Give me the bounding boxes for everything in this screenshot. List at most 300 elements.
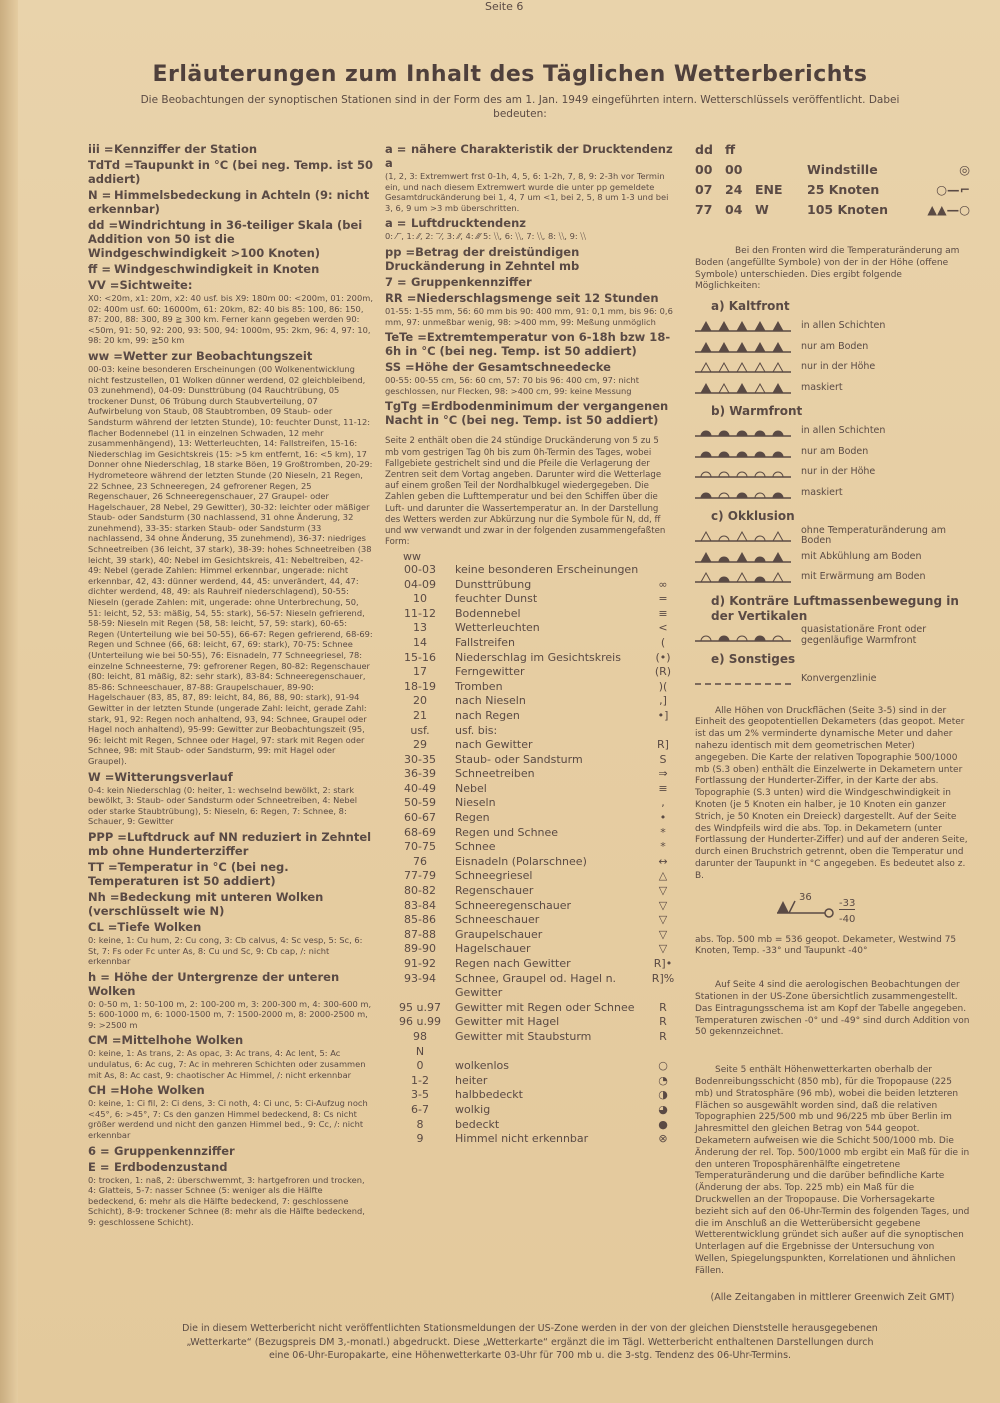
ww-row (385, 1015, 675, 1030)
front-description: maskiert (801, 381, 843, 393)
definition-key: W = (88, 769, 115, 784)
definition-key: E = (88, 1159, 110, 1174)
example-temp: -33 (839, 897, 856, 909)
ww-row (385, 913, 675, 928)
ww-description: Regen nach Gewitter (455, 957, 571, 970)
ww-code: 9 (416, 1132, 424, 1146)
column-middle (385, 140, 675, 1147)
ww-row (385, 942, 675, 957)
ww-code: 60-67 (404, 811, 436, 825)
front-row (695, 526, 970, 547)
ww-code: 85-86 (404, 913, 436, 927)
weather-symbol-icon: ◔ (658, 1073, 668, 1087)
weather-symbol-icon: )( (658, 679, 668, 693)
weather-symbol-icon: R (659, 1000, 667, 1014)
ww-row (385, 855, 675, 870)
definition-text: 0: 0-50 m, 1: 50-100 m, 2: 100-200 m, 3: 200-300 m, 4: 300-600 m, 5: 600-1000 m, 6: 1000-1500 m, 7: 1500-2000 m, 8: 2000-2500 m, 9: >2500 m (88, 998, 372, 1030)
column-left (88, 140, 373, 1231)
ww-code: 20 (413, 694, 427, 708)
ww-description: nach Regen (455, 708, 520, 722)
definition-label: Witterungsverlauf (114, 769, 233, 784)
fronten-intro: Bei den Fronten wird die Temperaturänderung am Boden (angefüllte Symbole) von der in der Höhe (offene Symbole) unterschieden. Dies ergibt folgende Möglichkeiten: (695, 246, 960, 292)
dd-head-label: dd (695, 142, 713, 157)
definition-text: 0: keine, 1: Cu hum, 2: Cu cong, 3: Cb calvus, 4: Sc vesp, 5: Sc, 6: St, 7: Fs oder Fc unter As, 8: Cu und Sc, 9: Cb cap, /: nicht erkennbar (88, 934, 363, 967)
front-symbol-icon (695, 629, 791, 643)
ww-code: 3-5 (411, 1088, 429, 1102)
wind-symbol-icon: ○—⌐ (936, 182, 970, 197)
tendency-heading (385, 330, 675, 358)
weather-symbol-icon: ▽ (658, 913, 668, 927)
column-right (695, 140, 970, 1303)
ww-description: Gewitter mit Staubsturm (455, 1029, 592, 1043)
tendency-label: Betrag der dreistündigen Druckänderung in Zehntel mb (385, 244, 580, 273)
weather-symbol-icon: * (660, 840, 666, 854)
ww-row (385, 578, 675, 593)
definition-key: iii = (88, 142, 114, 156)
definition-heading (88, 860, 373, 888)
ww-code: 96 u.99 (399, 1015, 441, 1029)
ww-code: 30-35 (404, 752, 436, 766)
ww-description: Schneegriesel (455, 869, 533, 883)
definition-heading (88, 830, 373, 858)
definition-heading (88, 890, 373, 918)
weather-symbol-icon (651, 1045, 675, 1060)
ww-code: 18-19 (404, 679, 436, 693)
ww-code: 70-75 (404, 840, 436, 854)
tendency-key: TgTg = (385, 399, 431, 414)
dd-row (695, 200, 970, 220)
ww-row (385, 1088, 675, 1103)
wind-description: 105 Knoten (807, 202, 888, 217)
tendency-key: TeTe = (385, 330, 427, 345)
ww-row (385, 796, 675, 811)
front-symbol-icon (695, 550, 791, 564)
weather-symbol-icon: ⊗ (658, 1132, 668, 1146)
definition-heading (88, 188, 373, 216)
ww-code: 68-69 (404, 825, 436, 839)
definition-key: ff = (88, 262, 111, 276)
definition-heading (88, 278, 373, 292)
ff-head-label: ff (725, 142, 736, 157)
definition-label: Sichtweite: (119, 278, 193, 292)
tendency-key: pp = (385, 244, 416, 259)
ww-description: Tromben (455, 679, 503, 693)
definition-key: N = (88, 188, 112, 202)
definition-heading (88, 1033, 373, 1047)
front-symbol-icon (695, 465, 791, 479)
front-row (695, 669, 970, 690)
wind-symbol-icon: ▲▲—○ (927, 202, 970, 217)
front-description: nur am Boden (801, 445, 869, 457)
front-group-heading: a) Kaltfront (711, 299, 790, 314)
weather-symbol-icon (651, 724, 675, 739)
definition-label: Temperatur in °C (bei neg. Temperaturen ist 50 addiert) (88, 859, 289, 888)
tendency-label: Erdbodenminimum der vergangenen Nacht in °C (bei neg. Temp. ist 50 addiert) (385, 399, 669, 428)
page-number: Seite 6 (485, 0, 524, 13)
ww-row (385, 1059, 675, 1074)
ww-code: 77-79 (404, 869, 436, 883)
weather-symbol-icon: ◑ (658, 1088, 668, 1102)
direction-label: W (755, 202, 769, 217)
ww-row (385, 782, 675, 797)
definition-label: Hohe Wolken (119, 1083, 205, 1098)
ww-code: 93-94 (404, 971, 436, 985)
seite5-text: Seite 5 enthält Höhenwetterkarten oberhalb der Bodenreibungsschicht (850 mb), für die Tropopause (225 mb) und Stratosphäre (96 mb), wobei die beiden letzteren Flächen so ausgewählt worden sind, daß die relativen Topographien 225/500 mb und 96/225 mb über Berlin im Jahresmittel den gleichen Betrag von 544 geopot. Dekametern aufweisen wie die Schicht 500/1000 mb. Die Änderung der rel. Top. 500/1000 mb ergibt ein Maß für die in den unteren Troposphärenhälfte eingetretene Temperaturänderung und die darüber befindliche Karte (Änderung der abs. Top. 225 mb) ein Maß für die Druckwellen an der Tropopause. Die Vorhersagekarte bezieht sich auf den 06-Uhr-Termin des folgenden Tages, und die im Anschluß an die Wetterübersicht gegebene Wetterentwicklung gründet sich außer auf die synoptischen Unterlagen auf die Ergebnisse der Untersuchung von Wellen, Spiegelungspunkten, Korrelationen und ähnlichen Fällen. (695, 1065, 970, 1276)
ww-code: 80-82 (404, 884, 436, 898)
definition-label: Luftdruck auf NN reduziert in Zehntel mb ohne Hunderterziffer (88, 829, 372, 858)
ww-row (385, 840, 675, 855)
tendency-key: a = (385, 216, 407, 231)
ww-code: 36-39 (404, 767, 436, 781)
tendency-label: Extremtemperatur von 6-18h bzw 18-6h in °C (bei neg. Temp. ist 50 addiert) (385, 330, 671, 359)
front-symbol-icon (695, 529, 791, 543)
ww-row (385, 724, 675, 739)
front-symbol-icon (695, 672, 791, 686)
definition-heading (88, 970, 373, 998)
ww-row (385, 621, 675, 636)
ww-row (385, 1118, 675, 1133)
ww-code: usf. (410, 723, 430, 737)
definition-label: Gruppenkennziffer (114, 1143, 235, 1158)
ww-description: Regenschauer (455, 884, 534, 898)
definition-text: 0-4: kein Niederschlag (0: heiter, 1: wechselnd bewölkt, 2: stark bewölkt, 3: Staub- oder Sandsturm oder Schneetreiben, 4: Nebel oder starke Staubtrübung), 5: Nieseln, 6: Regen, 7: Schnee, 8: Schauer, 9: Gewitter (88, 784, 358, 827)
ff-value: 04 (725, 202, 743, 217)
hoehen-text: Alle Höhen von Druckflächen (Seite 3-5) sind in der Einheit des geopotentiellen Dekameters (das geopot. Meter ist das um 2% verminderte dynamische Meter und daher nahezu identisch mit dem geometrischen Meter) angegeben. Die Karte der relativen Topographie 500/1000 mb (S.3 oben) enthält die Einzelwerte in Dekametern unter Fortlassung der Hunderter-Ziffer, in der Karte der abs. Topographie (S.3 unten) wird die Windgeschwindigkeit in Knoten (je 5 Knoten ein halber, je 10 Knoten ein ganzer Strich, je 50 Knoten ein Dreieck) dargestellt. Auf der Seite des Windpfeils wird die abs. Top. in Dekametern (unter Fortlassung der Hunderter-Ziffer) und auf der anderen Seite, durch einen Bruchstrich getrennt, oben die Temperatur und darunter der Taupunkt in °C angegeben. Es bedeutet also z. B. (695, 705, 968, 881)
definition-text: 0: trocken, 1: naß, 2: überschwemmt, 3: hartgefroren und trocken, 4: Glatteis, 5-7: nasser Schnee (5: weniger als die Hälfte bedeckend, 6: mehr als die Hälfte bedeckend, 7: geschlossene Schicht), 8-9: trockener Schnee (8: mehr als die Hälfte bedeckend, 9: geschlossene Schicht). (88, 1174, 365, 1227)
front-row (695, 547, 970, 568)
ww-row (385, 884, 675, 899)
dd-row (695, 180, 970, 200)
ww-description: Eisnadeln (Polarschnee) (455, 854, 587, 868)
ww-header: ww (403, 550, 421, 564)
definition-key: ww = (88, 348, 123, 363)
front-description: mit Erwärmung am Boden (801, 571, 926, 583)
weather-symbol-icon: ,] (659, 694, 667, 708)
seite4-text: Auf Seite 4 sind die aerologischen Beobachtungen der Stationen in der US-Zone übersichtlich zusammengestellt. Das Eintragungsschema ist am Kopf der Tabelle angegeben. Temperaturen zwischen -0° und -49° sind durch Addition von 50 gekennzeichnet. (695, 980, 970, 1038)
weather-symbol-icon: ▽ (658, 942, 668, 956)
ww-code: 95 u.97 (399, 1000, 441, 1014)
paper-edge (0, 0, 18, 1403)
ww-code: 13 (413, 621, 427, 635)
front-row (695, 483, 970, 504)
ww-row (385, 869, 675, 884)
front-description: nur am Boden (801, 340, 869, 352)
tendency-text: 01-55: 1-55 mm, 56: 60 mm bis 90: 400 mm, 91: 0,1 mm, bis 96: 0,6 mm, 97: unmeßbar wenig, 98: >400 mm, 99: Meßung unmöglich (385, 305, 673, 327)
tendency-heading (385, 291, 675, 305)
ww-row (385, 928, 675, 943)
ww-row (385, 1001, 675, 1016)
ww-row (385, 767, 675, 782)
front-description: in allen Schichten (801, 425, 886, 437)
definition-heading (88, 920, 373, 934)
definition-text: X0: <20m, x1: 20m, x2: 40 usf. bis X9: 180m 00: <200m, 01: 200m, 02: 400m usf. 60: 16000m, 61: 20km, 82: 40 bis 85: 100, 86: 150, 87: 200, 88: 300, 89 ≧ 300 km. Ferner kann gegeben werden 90: <50m, 91: 50, 92: 200, 93: 500, 94: 1000m, 95: 2km, 96: 4, 97: 10, 98: 20 km, 99: ≧50 km (88, 293, 373, 346)
definition-label: Windgeschwindigkeit in Knoten (114, 262, 320, 276)
tendency-label: Niederschlagsmenge seit 12 Stunden (416, 290, 659, 305)
weather-symbol-icon: R] (657, 738, 669, 752)
ww-row (385, 738, 675, 753)
front-group-heading: d) Konträre Luftmassenbewegung in der Vertikalen (711, 593, 959, 623)
ww-description (455, 1045, 651, 1060)
ww-code: 0 (416, 1059, 424, 1073)
definition-heading (88, 1160, 373, 1174)
ww-code: 87-88 (404, 927, 436, 941)
ww-code: 91-92 (404, 957, 436, 970)
definition-text: 00-03: keine besonderen Erscheinungen (00 Wolkenentwicklung nicht festzustellen, 01 Wolken dünner werdend, 02 gleichbleibend, 03 zunehmend), 04-09: Dunsttrübung (04 Rauchtrübung, 05 trockener Dunst, 06 Trübung durch Staubverteilung, 07 Aufwirbelung von Staub, 08 Staubtromben, 09 Staub- oder Sandsturm während der letzten Stunde), 10: feuchter Dunst, 11-12: flacher Bodennebel (11 in einzelnen Schwaden, 12 mehr zusammenhängend), 13: Wetterleuchten, 14: Fallstreifen, 15-16: Niederschlag im Gesichtskreis (15: >5 km entfernt, 16: <5 km), 17 Donner ohne Niederschlag, 18 starke Böen, 19 Großtromben, 20-29: Hydrometeore während der letzten Stunde (20 Nieseln, 21 Regen, 22 Schnee, 23 Schneeregen, 24 gefrorener Regen, 25 Regenschauer, 26 Schneeregenschauer, 27 Graupel- oder Hagelschauer, 28 Nebel, 29 Gewitter), 30-32: leichter oder mäßiger Staub- oder Sandsturm (30 nachlassend, 31 ohne Änderung, 32 zunehmend), 33-35: starken Staub- oder Sandsturm (33 nachlassend, 34 ohne Änderung, 35 zunehmend), 36-37: niedriges Schneetreiben (36 leicht, 37 stark), 38-39: hohes Schneetreiben (38 leicht, 39 stark), 40: Nebel im Gesichtskreis, 41: Nebeltreiben, 42-49: Nebel (gerade Zahlen: Himmel erkennbar, ungerade: nicht erkennbar, 42, 43: dünner werdend, 44, 45: unverändert, 44, 47: dichter werdend, 48, 49: als Rauhreif niederschlagend), 50-55: Nieseln (gerade Zahlen: mit, ungerade: ohne Unterbrechung, 50, 51: leicht, 52, 53: mäßig, 54, 55: stark), 56-57: Nieseln gefrierend, 58-59: Nieseln mit Regen (58, 58: leicht, 57, 59: stark), 60-65: Regen (Unterteilung wie bei 50-55), 66-67: Regen gefrierend, 68-69: Regen und Schnee (66, 68: leicht, 67, 69: stark), 70-75: Schnee (Unterteilung wie bei 50-55), 76: Eisnadeln, 77 Schneegriesel, 78: einzelne Schneesterne, 79: gefrorener Regen, 80-82: Regenschauer (80: leicht, 81 mäßig, 82: sehr stark), 83-84: Schneeregenschauer, 85-86: Schneeschauer, 87-88: Graupelschauer, 89-90: Hagelschauer (83, 85, 87, 89: leicht, 84, 86, 88, 90: stark), 91-94 Gewitter in der letzten Stunde (ungerade Zahl: leicht, gerade Zahl: stark, 91, 92: Regen noch anhaltend, 93, 94: Schnee, Graupel oder Hagel noch anhaltend), 95-99: Gewitter zur Beobachtungszeit (95, 96: leicht mit Regen, Schnee oder Hagel, 97: stark mit Regen oder Schnee, 98: mit Staub- oder Sandsturm, 99: mit Hagel oder Graupel). (88, 363, 373, 766)
example-caption: abs. Top. 500 mb = 536 geopot. Dekameter, Westwind 75 Knoten, Temp. -33° und Taupunkt -40° (695, 934, 957, 957)
ww-code: 98 (413, 1029, 427, 1043)
weather-symbol-icon: S (659, 752, 667, 766)
tendency-heading (385, 216, 675, 230)
ww-description: Fallstreifen (455, 635, 515, 649)
front-row (695, 442, 970, 463)
front-description: Konvergenzlinie (801, 673, 877, 685)
tendency-label: Höhe der Gesamtschneedecke (414, 360, 611, 375)
ww-code: 11-12 (404, 606, 436, 620)
weather-symbol-icon: •] (657, 708, 669, 722)
definition-key: TdTd = (88, 158, 134, 172)
ww-code: 10 (413, 592, 427, 606)
weather-symbol-icon: (R) (654, 665, 672, 679)
ww-row (385, 1030, 675, 1045)
front-description: in allen Schichten (801, 320, 886, 332)
ww-row (385, 680, 675, 695)
ww-description: Schneeschauer (455, 913, 540, 927)
definition-label: Höhe der Untergrenze der unteren Wolken (88, 969, 340, 998)
tendency-text: 0: ⁄‾, 1: ⁄⁄, 2: ‾⁄, 3: ⁄⁄, 4: ⁄⁄⁄ 5: ⧹⧹, 6: ⧹⧹, 7: ⧹⧹, 8: ⧹⧹, 9: ⧹⧹ (385, 231, 586, 242)
definition-key: 6 = (88, 1143, 110, 1158)
front-symbol-icon (695, 486, 791, 500)
ww-code: 00-03 (404, 562, 436, 576)
definition-label: Taupunkt in °C (bei neg. Temp. ist 50 addiert) (88, 158, 374, 186)
seite2-text: Seite 2 enthält oben die 24 stündige Druckänderung von 5 zu 5 mb vom gestrigen Tag 0h bis zum 0h-Termin des Tages, wobei Fallgebiete gestrichelt sind und die Pfeile die Verlagerung der Zentren seit dem Vortag angeben. Darunter wird die Wetterlage auf einem großen Teil der Nordhalbkugel wiedergegeben. Die Zahlen geben die Lufttemperatur und bei den Schiffen über die Luft- und darunter die Wassertemperatur an. In der Darstellung des Wetters werden zur Abkürzung nur die Symbole für N, dd, ff und ww verwandt und zwar in der folgenden zusammengefaßten Form: (385, 436, 666, 548)
front-group-heading: e) Sonstiges (711, 652, 796, 667)
tendency-heading (385, 142, 675, 170)
wind-description: Windstille (807, 162, 878, 177)
ww-code: 89-90 (404, 942, 436, 956)
page-title: Erläuterungen zum Inhalt des Täglichen Wetterberichts (152, 62, 868, 87)
weather-symbol-icon: * (660, 825, 666, 839)
weather-symbol-icon: < (658, 621, 668, 635)
ww-description: heiter (455, 1073, 488, 1087)
ww-code: 40-49 (404, 781, 436, 795)
ww-row (385, 972, 675, 1001)
weather-symbol-icon: ∞ (658, 577, 668, 591)
front-description: ohne Temperaturänderung am Boden (801, 524, 947, 547)
tendency-label: Luftdrucktendenz (411, 216, 526, 231)
front-row (695, 337, 970, 358)
definition-label: Windrichtung in 36-teiliger Skala (bei Addition von 50 ist die Windgeschwindigkeit >100 Knoten) (88, 218, 363, 260)
definition-label: Mittelhohe Wolken (121, 1033, 244, 1048)
example-dew: -40 (839, 913, 856, 925)
weather-symbol-icon: ○ (658, 1059, 668, 1073)
weather-symbol-icon: • (659, 811, 667, 825)
ww-table (385, 563, 675, 1147)
tendency-heading (385, 399, 675, 427)
tendency-label: nähere Charakteristik der Drucktendenz a (385, 142, 673, 170)
weather-symbol-icon: ⇒ (658, 767, 668, 781)
front-description: quasistationäre Front oder gegenläufige Warmfront (801, 624, 927, 646)
wind-description: 25 Knoten (807, 182, 880, 197)
front-group-heading: b) Warmfront (711, 404, 803, 419)
ww-description: Schnee, Graupel od. Hagel n. Gewitter (455, 971, 617, 1000)
definition-key: PPP = (88, 829, 127, 844)
ww-description: wolkenlos (455, 1059, 510, 1073)
ww-row (385, 651, 675, 666)
weather-symbol-icon: (•) (655, 650, 671, 664)
ww-description: Wetterleuchten (455, 621, 540, 635)
ww-description: Dunsttrübung (455, 577, 532, 591)
ww-code: 83-84 (404, 898, 436, 912)
ww-description: keine besonderen Erscheinungen (455, 562, 639, 576)
definition-heading (88, 218, 373, 260)
ww-description: Regen (455, 811, 490, 825)
definition-key: CH = (88, 1083, 120, 1098)
definition-key: dd = (88, 218, 119, 232)
ww-row (385, 753, 675, 768)
definition-label: Himmelsbedeckung in Achteln (9: nicht erkennbar) (88, 188, 370, 216)
ww-row (385, 592, 675, 607)
ww-code: 14 (413, 635, 427, 649)
dd-value: 77 (695, 202, 713, 217)
ww-code: 04-09 (404, 577, 436, 591)
example-top: 36 (799, 891, 812, 903)
ww-description: usf. bis: (455, 723, 498, 737)
ww-description: Nieseln (455, 796, 496, 810)
ww-description: Staub- oder Sandsturm (455, 752, 583, 766)
weather-symbol-icon: ● (658, 1117, 668, 1131)
weather-symbol-icon: ▽ (658, 884, 668, 898)
weather-symbol-icon: R]% (651, 971, 675, 985)
tendency-label: Gruppenkennziffer (411, 274, 532, 289)
ww-description: nach Nieseln (455, 694, 526, 708)
front-row (695, 567, 970, 588)
definition-key: VV = (88, 278, 120, 292)
definition-key: h = (88, 969, 110, 984)
ff-value: 24 (725, 182, 743, 197)
ww-code: 15-16 (404, 650, 436, 664)
weather-symbol-icon: = (658, 592, 668, 606)
tendency-heading (385, 245, 675, 273)
front-row (695, 378, 970, 399)
front-symbol-icon (695, 360, 791, 374)
front-row (695, 316, 970, 337)
front-row (695, 626, 970, 647)
tendency-heading (385, 360, 675, 374)
weather-symbol-icon: R (659, 1015, 667, 1029)
ww-description: Bodennebel (455, 606, 521, 620)
definition-text: 0: keine, 1: As trans, 2: As opac, 3: Ac trans, 4: Ac lent, 5: Ac undulatus, 6: Ac cug, 7: Ac in mehreren Schichten oder zusammen mit As, 8: Ac cast, 9: chaotischer Ac Himmel, /: nicht erkennbar (88, 1048, 366, 1080)
ww-description: Graupelschauer (455, 927, 543, 941)
definition-heading (88, 349, 373, 363)
ww-description: Gewitter mit Regen oder Schnee (455, 1000, 635, 1014)
weather-symbol-icon: ( (660, 635, 666, 649)
tendency-key: SS = (385, 360, 415, 375)
ww-description: Gewitter mit Hagel (455, 1015, 560, 1029)
ff-value: 00 (725, 162, 743, 177)
definition-heading (88, 770, 373, 784)
definition-heading (88, 142, 373, 156)
front-row (695, 357, 970, 378)
front-symbol-icon (695, 340, 791, 354)
definition-label: Erdbodenzustand (114, 1159, 228, 1174)
definition-key: TT = (88, 859, 118, 874)
ww-row (385, 607, 675, 622)
dd-row (695, 160, 970, 180)
definition-heading (88, 1083, 373, 1097)
dd-value: 00 (695, 162, 713, 177)
weather-symbol-icon: ≡ (658, 781, 668, 795)
front-description: nur in der Höhe (801, 466, 876, 478)
tendency-definitions (385, 142, 675, 427)
ww-code: 8 (416, 1117, 424, 1131)
dd-table (695, 160, 970, 220)
front-row (695, 462, 970, 483)
weather-symbol-icon: R]• (653, 957, 673, 970)
ww-row (385, 709, 675, 724)
ww-description: nach Gewitter (455, 738, 533, 752)
definition-key: CL = (88, 919, 118, 934)
weather-symbol-icon: ▽ (658, 898, 668, 912)
ww-row (385, 1132, 675, 1147)
front-group-heading: c) Okklusion (711, 509, 795, 524)
tendency-text: 00-55: 00-55 cm, 56: 60 cm, 57: 70 bis 96: 400 cm, 97: nicht geschlossen, nur Flecken, 98: >400 cm, 99: keine Messung (385, 375, 640, 396)
tendency-key: 7 = (385, 274, 407, 289)
front-description: mit Abkühlung am Boden (801, 550, 922, 562)
weather-symbol-icon: △ (658, 869, 668, 883)
ww-row (385, 563, 675, 578)
ww-description: wolkig (455, 1102, 491, 1116)
tendency-heading (385, 275, 675, 289)
ww-code: N (415, 1044, 425, 1058)
definition-key: CM = (88, 1033, 122, 1048)
example-symbol (775, 891, 970, 931)
wind-symbol-icon: ◎ (959, 162, 970, 177)
definition-text: 0: keine, 1: Ci fil, 2: Ci dens, 3: Ci noth, 4: Ci unc, 5: Ci-Aufzug noch <45°, 6: >45°, 7: Cs den ganzen Himmel bedeckend, 8: Cs nicht größer werdend und nicht den ganzen Himmel bed., 9: Cc, /: nicht erkennbar (88, 1098, 368, 1141)
front-row (695, 421, 970, 442)
front-symbol-icon (695, 445, 791, 459)
front-symbol-icon (695, 381, 791, 395)
ww-row (385, 957, 675, 972)
tendency-text: (1, 2, 3: Extremwert frst 0-1h, 4, 5, 6: 1-2h, 7, 8, 9: 2-3h vor Termin ein, und nach diesem Extremwert wurde die unter pp gemeldete Gesamtdruckänderung bei 1, 4, 7 um <1, bei 2, 5, 8 um 1-3 und bei 3, 6, 9 um >3 mb überschritten. (385, 171, 669, 213)
weather-symbol-icon: , (661, 796, 665, 810)
ww-code: 76 (413, 854, 427, 868)
tendency-key: RR = (385, 290, 417, 305)
front-symbol-icon (695, 319, 791, 333)
weather-symbol-icon (651, 563, 675, 578)
definition-label: Wetter zur Beobachtungszeit (122, 348, 313, 363)
ww-row (385, 1074, 675, 1089)
ww-description: bedeckt (455, 1117, 500, 1131)
ww-description: halbbedeckt (455, 1088, 523, 1102)
front-description: maskiert (801, 486, 843, 498)
definition-heading (88, 1144, 373, 1158)
ww-row (385, 899, 675, 914)
definition-key: Nh = (88, 889, 120, 904)
definition-heading (88, 158, 373, 186)
ww-row (385, 826, 675, 841)
ww-row (385, 665, 675, 680)
definition-heading (88, 262, 373, 276)
ww-description: Himmel nicht erkennbar (455, 1132, 589, 1146)
definition-label: Kennziffer der Station (114, 142, 258, 156)
page-subtitle: Die Beobachtungen der synoptischen Stationen sind in der Form des am 1. Jan. 1949 eingeführten intern. Wetterschlüssels veröffentlicht. Dabei bedeuten: (140, 94, 900, 120)
definition-label: Bedeckung mit unteren Wolken (verschlüsselt wie N) (88, 889, 324, 918)
ww-row (385, 811, 675, 826)
direction-label (755, 160, 807, 180)
weather-symbol-icon: ↔ (658, 854, 668, 868)
ww-description: Schneeregenschauer (455, 898, 572, 912)
dd-header (695, 140, 970, 160)
